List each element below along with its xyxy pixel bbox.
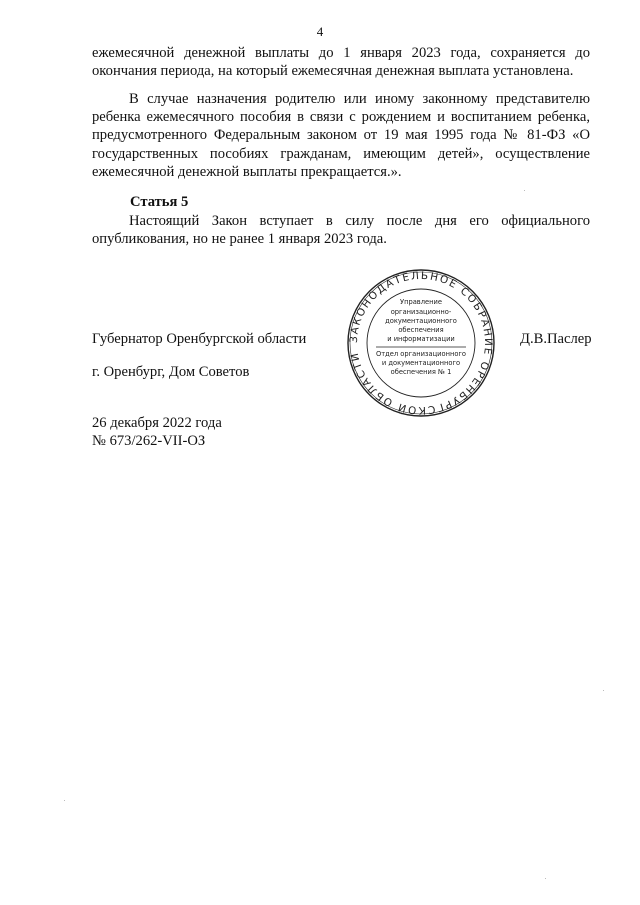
scan-speck <box>545 878 546 879</box>
seal-inner-line: обеспечения № 1 <box>390 368 452 376</box>
seal-inner-line: обеспечения <box>398 326 444 334</box>
page-number: 4 <box>316 24 324 39</box>
article-heading: Статья 5 <box>130 194 189 210</box>
seal-inner-line: и документационного <box>381 359 461 367</box>
paragraph-continuation <box>92 44 590 80</box>
scan-speck <box>64 800 65 801</box>
seal-inner-line: организационно- <box>390 308 452 316</box>
seal-inner-line: Отдел организационного <box>375 350 467 358</box>
law-date: 26 декабря 2022 года <box>92 415 222 431</box>
seal-inner-line: Управление <box>400 298 442 306</box>
seal-ring-text-path: ЗАКОНОДАТЕЛЬНОЕ СОБРАНИЕ ОРЕНБУРГСКОЙ ОБЛАСТИ <box>347 269 495 417</box>
law-number: № 673/262-VII-ОЗ <box>92 433 206 449</box>
official-seal-stamp <box>346 268 496 418</box>
seal-inner-text <box>376 298 466 376</box>
seal-inner-line: документационного <box>385 317 457 325</box>
signature-name: Д.В.Паслер <box>520 331 592 347</box>
paragraph-text: В случае назначения родителю или иному законному представителю ребенка ежемесячного пособия в связи с рождением и воспитанием ребенка, предусмотренного Федеральным законом от 19 мая 1995 года № 81-ФЗ «О государственных пособиях гражданам, имеющим детей», осуществление ежемесячной денежной выплаты прекращается.». <box>92 91 590 180</box>
signature-place: г. Оренбург, Дом Советов <box>92 364 250 380</box>
paragraph-entry-into-force <box>92 212 590 248</box>
scan-speck <box>524 190 525 191</box>
paragraph-benefit-termination <box>92 90 590 181</box>
signature-title: Губернатор Оренбургской области <box>92 331 307 347</box>
seal-graphic <box>346 268 496 418</box>
scan-speck <box>603 690 604 691</box>
paragraph-text: Настоящий Закон вступает в силу после дня его официального опубликования, но не ранее 1 января 2023 года. <box>92 213 590 248</box>
paragraph-text: ежемесячной денежной выплаты до 1 января 2023 года, сохраняется до окончания периода, на который ежемесячная денежная выплата установлена. <box>92 45 590 80</box>
seal-inner-line: и информатизации <box>387 335 455 343</box>
